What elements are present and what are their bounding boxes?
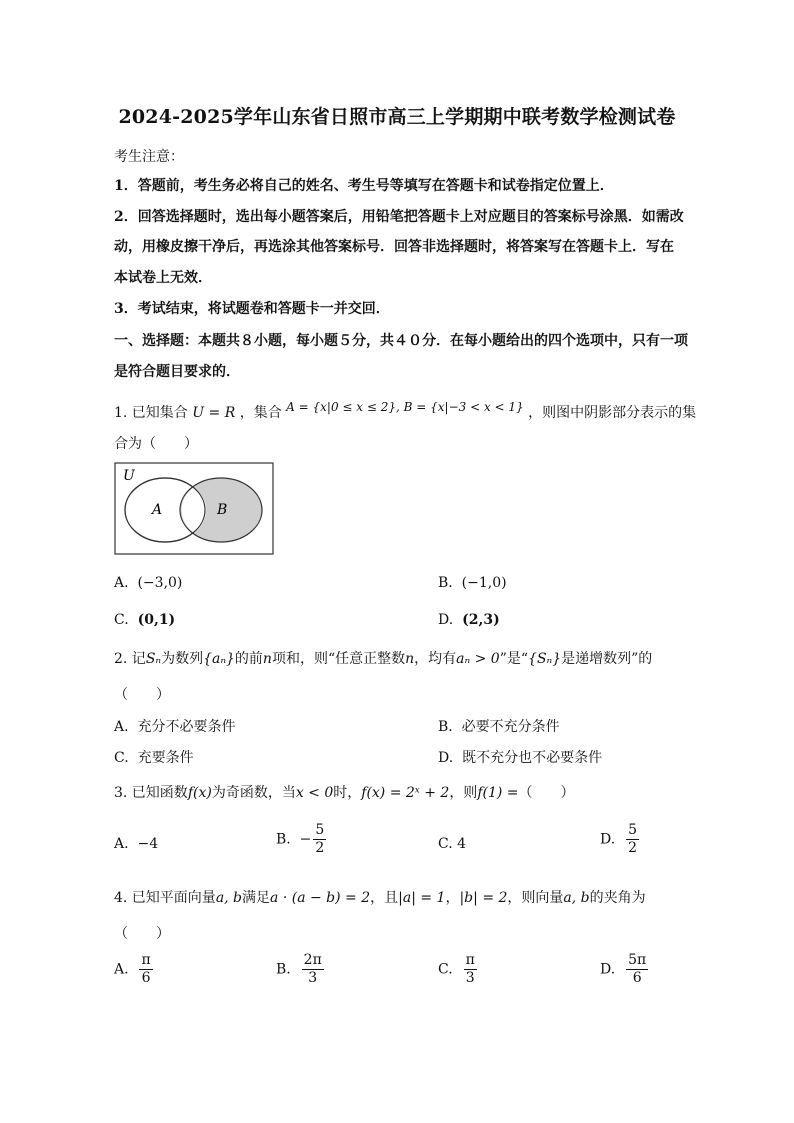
label-a: A (152, 502, 163, 518)
q4-option-d[interactable]: D. $\frac{5\pi}{6}$ (600, 952, 647, 986)
q1-option-d[interactable]: D. (2,3) (438, 612, 500, 628)
q1-universe: U = R (192, 405, 236, 421)
q2-option-b[interactable]: B. 必要不充分条件 (438, 719, 560, 735)
page-title: 2024-2025学年山东省日照市高三上学期期中联考数学检测试卷 (118, 106, 676, 128)
notice-heading: 考生注意： (114, 149, 184, 165)
section-heading: 一、选择题：本题共８小题，每小题５分，共４０分．在每小题给出的四个选项中，只有一项 (114, 333, 688, 349)
q4-option-b[interactable]: B. $\frac{2\pi}{3}$ (276, 952, 322, 986)
q1-stem (114, 402, 696, 422)
q4-stem: 4. 已知平面向量a, b满足a · (a − b) = 2，且|a| = 1，|b| = 2，则向量a, b的夹角为 (114, 890, 646, 906)
label-u: U (123, 468, 135, 484)
q3-option-b[interactable]: B. − $\frac{5}{2}$ (276, 822, 325, 856)
q1-option-c[interactable]: C. (0,1) (114, 612, 176, 628)
notice-item-1: 1．答题前，考生务必将自己的姓名、考生号等填写在答题卡和试卷指定位置上． (114, 178, 614, 194)
q2-option-c[interactable]: C. 充要条件 (114, 750, 194, 766)
label-b: B (217, 502, 228, 518)
q2-option-a[interactable]: A. 充分不必要条件 (114, 719, 236, 735)
q2-stem: 2. 记Sₙ为数列{aₙ}的前n项和，则“任意正整数n，均有aₙ > 0”是“{Sₙ}是递增数列”的 (114, 651, 653, 667)
q1-mid: ，集合 (239, 405, 282, 421)
q1-prefix: 1. 已知集合 (114, 405, 188, 421)
q2-stem-cont: （ ） (114, 687, 170, 703)
q1-option-b[interactable]: B. (−1,0) (438, 575, 507, 591)
q4-stem-cont: （ ） (114, 926, 170, 942)
notice-item-2-cont: 动，用橡皮擦干净后，再选涂其他答案标号．回答非选择题时，将答案写在答题卡上．写在 (114, 239, 674, 255)
q2-option-d[interactable]: D. 既不充分也不必要条件 (438, 750, 603, 766)
q3-option-d[interactable]: D. $\frac{5}{2}$ (600, 822, 638, 856)
q3-option-a[interactable]: A. −4 (114, 836, 159, 852)
venn-diagram (114, 462, 275, 556)
q4-option-a[interactable]: A. $\frac{\pi}{6}$ (114, 952, 151, 986)
q1-stem-cont: 合为（ ） (114, 436, 198, 452)
q1-option-a[interactable]: A. (−3,0) (114, 575, 183, 591)
notice-item-2-cont2: 本试卷上无效． (114, 270, 212, 286)
q1-suffix: ，则图中阴影部分表示的集 (528, 405, 697, 421)
section-heading-cont: 是符合题目要求的． (114, 364, 240, 380)
notice-item-3: 3．考试结束，将试题卷和答题卡一并交回． (114, 301, 390, 317)
q3-stem: 3. 已知函数f(x)为奇函数，当x < 0时，f(x) = 2ˣ + 2，则f(1) =（ ） (114, 785, 575, 801)
q1-sets: A = {x|0 ≤ x ≤ 2}, B = {x|−3 < x < 1} (286, 400, 524, 414)
q3-option-c[interactable]: C. 4 (438, 836, 467, 852)
notice-item-2: 2．回答选择题时，选出每小题答案后，用铅笔把答题卡上对应题目的答案标号涂黑．如需改 (114, 209, 684, 225)
q4-option-c[interactable]: C. $\frac{\pi}{3}$ (438, 952, 475, 986)
